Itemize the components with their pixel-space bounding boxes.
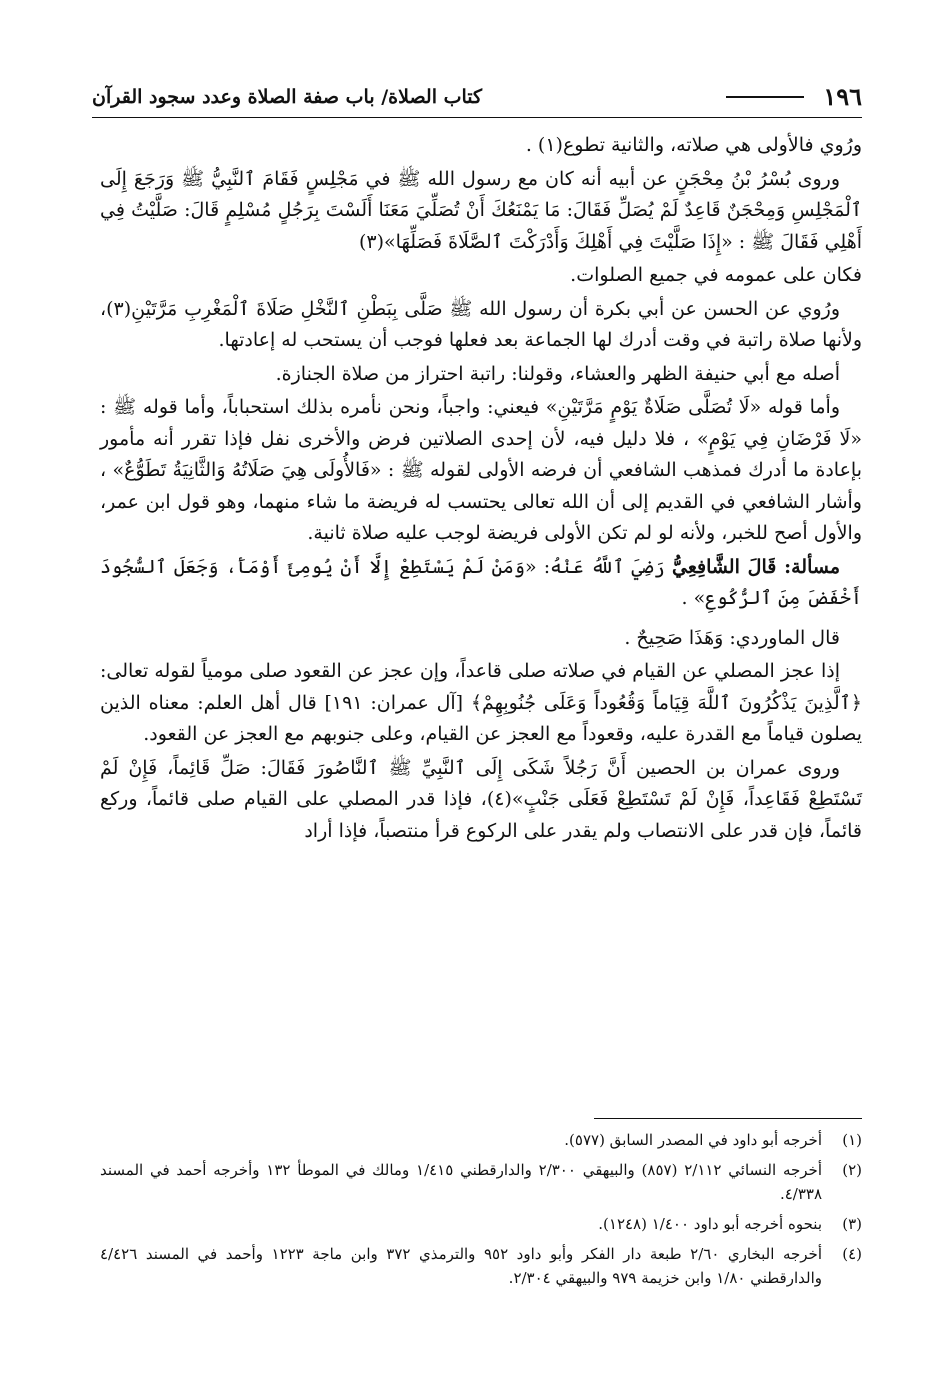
paragraph: وأما قوله «لَا تُصَلَّى صَلَاةٌ يَوْمٍ مَرَّتَيْنِ» فيعني: واجباً، ونحن نأمره بذلك استحباباً، وأما قوله ﷺ : «لَا فَرْضَانِ فِي يَوْمٍ» ، فلا دليل فيه، لأن إحدى الصلاتين فرض والأخرى نفل فإذا تقرر أنه مأمور بإعادة ما أدرك فمذهب الشافعي أن فرضه الأولى لقوله ﷺ : «فَالأُولَى هِيَ صَلَاتُهُ وَالثَّانِيَةُ تَطَوُّعٌ» ، وأشار الشافعي في القديم إلى أن الله تعالى يحتسب له فريضة ما شاء منهما، وهو قول ابن عمر، والأول أصح للخبر، ولأنه لو لم تكن الأولى فريضة لوجب عليه صلاة ثانية. <box>100 396 862 544</box>
footnote-divider <box>594 1118 862 1119</box>
paragraph: وروى بُسْرُ بْنُ مِحْجَنٍ عن أبيه أنه كان مع رسول الله ﷺ في مَجْلِسٍ فَقَامَ ٱلنَّبِيُّ ﷺ وَرَجَعَ إِلَى ٱلْمَجْلِسِ وَمِحْجَنٌ قَاعِدٌ لَمْ يُصَلِّ فَقَالَ: مَا يَمْنَعُكَ أَنْ تُصَلِّيَ مَعَنَا أَلَسْتَ بِرَجُلٍ مُسْلِمٍ قَالَ: صَلَّيْتُ فِي أَهْلِي فَقَالَ ﷺ : «إِذَا صَلَّيْتَ فِي أَهْلِكَ وَأَدْرَكْتَ ٱلصَّلَاةَ فَصَلِّهَا»(٣) <box>100 167 862 253</box>
footnote-number: (٢) <box>842 1161 862 1179</box>
paragraph: إذا عجز المصلي عن القيام في صلاته صلى قاعداً، وإن عجز عن القعود صلى مومياً لقوله تعالى: ﴿ٱلَّذِينَ يَذْكُرُونَ ٱللَّهَ قِيَاماً وَقُعُوداً وَعَلَى جُنُوبِهِمْ﴾ [آل عمران: ١٩١] قال أهل العلم: معناه الذين يصلون قياماً مع القدرة عليه، وقعوداً مع العجز عن القيام، وعلى جنوبهم مع العجز عن القعود. <box>100 660 862 745</box>
footnote <box>100 1212 862 1236</box>
footnote-text: أخرجه أبو داود في المصدر السابق (٥٧٧). <box>564 1131 822 1149</box>
header-dash-rule <box>726 96 804 98</box>
masala-paragraph <box>100 552 862 615</box>
paragraph: وروى عمران بن الحصين أَنَّ رَجُلاً شَكَى إِلَى ٱلنَّبِيِّ ﷺ ٱلنَّاصُورَ فَقَالَ: صَلِّ قَائِماً، فَإِنْ لَمْ تَسْتَطِعْ فَقَاعِداً، فَإِنْ لَمْ تَسْتَطِعْ فَعَلَى جَنْبٍ»(٤)، فإذا قدر المصلي على القيام صلى قائماً، وركع قائماً، فإن قدر على الانتصاب ولم يقدر على الركوع قرأ منتصباً، فإذا أراد <box>100 756 862 842</box>
footnote-text: أخرجه البخاري ٢/٦٠ طبعة دار الفكر وأبو داود ٩٥٢ والترمذي ٣٧٢ وابن ماجة ١٢٢٣ وأحمد في المسند ٤/٤٢٦ والدارقطني ١/٨٠ وابن خزيمة ٩٧٩ والبيهقي ٢/٣٠٤. <box>100 1245 822 1287</box>
main-text <box>100 130 862 849</box>
footnote-text: أخرجه النسائي ٢/١١٢ (٨٥٧) والبيهقي ٢/٣٠٠ والدارقطني ١/٤١٥ ومالك في الموطأ ١٣٢ وأخرجه أحمد في المسند ٤/٣٣٨. <box>100 1161 822 1203</box>
footnote <box>100 1158 862 1206</box>
page-number: ١٩٦ <box>823 82 862 111</box>
footnote <box>100 1128 862 1152</box>
paragraph: ورُوي فالأولى هي صلاته، والثانية تطوع(١) . <box>525 134 862 156</box>
paragraph: فكان على عمومه في جميع الصلوات. <box>570 264 862 286</box>
footnotes <box>100 1128 862 1296</box>
header-divider <box>92 117 862 118</box>
masala-text: رَضِيَ ٱللَّهُ عَنْهُ: «وَمَنْ لَمْ يَسْتَطِعْ إِلَّا أَنْ يُومِئَ أَوْمَأَ، وَجَعَلَ ٱلسُّجُودَ أَخْفَضَ مِنَ ٱلرُّكُوعِ» . <box>100 555 862 609</box>
paragraph: أصله مع أبي حنيفة الظهر والعشاء، وقولنا: راتبة احتراز من صلاة الجنازة. <box>275 362 840 385</box>
running-title: كتاب الصلاة/ باب صفة الصلاة وعدد سجود القرآن <box>92 86 483 108</box>
footnote-number: (٤) <box>842 1245 862 1263</box>
footnote-text: بنحوه أخرجه أبو داود ١/٤٠٠ (١٢٤٨). <box>598 1215 822 1233</box>
footnote <box>100 1242 862 1290</box>
running-header <box>92 82 862 116</box>
masala-label: مسألة: قَالَ الشَّافِعِيُّ <box>671 555 841 578</box>
footnote-number: (٣) <box>842 1215 862 1233</box>
paragraph: ورُوي عن الحسن عن أبي بكرة أن رسول الله ﷺ صَلَّى بِبَطْنِ ٱلنَّخْلِ صَلَاةَ ٱلْمَغْرِبِ مَرَّتَيْنِ(٣)، ولأنها صلاة راتبة في وقت أدرك لها الجماعة بعد فعلها فوجب أن يستحب له إعادتها. <box>100 297 862 351</box>
footnote-number: (١) <box>842 1131 862 1149</box>
paragraph: قال الماوردي: وَهَذَا صَحِيحٌ . <box>624 626 840 649</box>
